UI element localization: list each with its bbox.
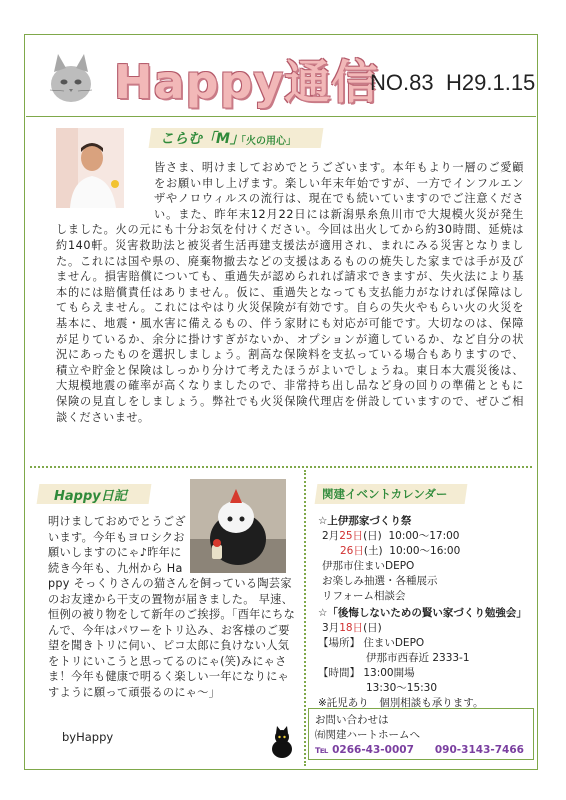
section-divider [30,466,532,468]
event-1-place: 伊那市住まいDEPO [322,560,415,572]
event-1-note-2: リフォーム相談会 [322,590,406,602]
issue-date: H29.1.15 [446,70,536,95]
event-2 [318,606,527,711]
event-2-address: 伊那市西春近 2333-1 [366,652,470,664]
column-title: こらむ「M」 [160,131,244,147]
black-cat-icon [268,726,296,758]
column-subtitle: 「火の用心」 [236,136,296,147]
column-body [56,160,524,460]
contact-phone[interactable]: ℡ 0266-43-0007 090-3143-7466 [315,744,524,756]
diary-title: Happy日記 [54,489,127,504]
event-1-date-2: 26日(土) 10:00～16:00 [340,545,461,557]
diary-signature: byHappy [62,730,114,744]
diary-body-text: 明けましておめでとうございます。今年もヨロシクお願いしますのにゃ♪昨年に続き今年も、九州から Happy そっくりさんの猫さんを飼っている陶芸家のお友達から干支の置物が届きました。 早速、恒例の被り物をして新年のご挨拶。「酉年にちなんで、今年はパワーをトリ込み、お客様のご要望を聞きトリに伺い、ピコ太郎に負けない人気をトリにいこうと思ってるのにゃ(笑)みにゃさま！今年も健康で明るく楽しい一年になりにゃすように願って頑張るのにゃ～」 [48,515,296,699]
cat-logo-icon [42,50,100,108]
newsletter-title: Happy通信 [114,55,379,109]
header-divider [26,116,536,117]
issue-number: NO.83 [370,70,434,95]
event-2-note: ※託児あり 個別相談も承ります。 [318,697,484,709]
event-1-note-1: お楽しみ抽選・各種展示 [322,575,438,587]
event-1-name: ☆上伊那家づくり祭 [318,515,412,527]
contact-box [308,708,534,760]
event-2-time-2: 13:30～15:30 [366,682,438,694]
column-body-text: 皆さま、明けましておめでとうございます。本年もより一層のご愛顧をお願い申し上げます。楽しい年末年始ですが、一方でインフルエンザやノロウィルスの流行は、現在でも続いていますのでご注意ください。また、昨年末12月22日には新潟県糸魚川市で大規模火災が発生しました。火の元にも十分お気を付けください。今回は出火してから約30時間、延焼は約140軒。災害救助法と被災者生活再建支援法が適用され、まれにみる災害となりました。これには国や県の、廃棄物撤去などの支援はあるものの焼失した家までは手が及びません。損害賠償についても、重過失が認められれば請求できますが、失火法により基本的には賠償責任はありません。仮に、重過失となっても支払能力がなければ保障はしてもらえません。これにはやはり火災保険が有効です。自らの失火やもらい火の火災を基本に、地震・風水害に備えるもの、伴う家財にも対応が可能です。大切なのは、保障が足りているか、余分に掛けすぎがないか、オプションが適しているか、など自分の状況にあったものを選択しましょう。割高な保険料を支払っている場合もありますので、積立や貯金と保険はしっかり分けて考えたほうがよいでしょうね。東日本大震災後は、大規模地震の確率が高くなりましたので、非常持ち出し品など身の回りの準備とともに保険の見直しをしましょう。弊社でも火災保険代理店を併設していますので、ぜひご相談くださいませ。 [56,161,524,424]
newsletter-header [28,40,536,118]
contact-company: ㈲関建ハートホームへ [315,729,420,741]
event-2-name: ☆「後悔しないための賢い家づくり勉強会」 [318,607,527,619]
event-2-place: 【場所】 住まいDEPO [318,637,425,649]
event-calendar-title: 関建イベントカレンダー [322,487,448,501]
event-2-date: 3月18日(日) [322,622,382,634]
photo-spacer [188,514,296,572]
column-divider [304,470,306,766]
event-1-date-1: 2月25日(日) 10:00～17:00 [322,530,460,542]
portrait-spacer [56,160,154,212]
event-2-time: 【時間】 13:00開場 [318,667,415,679]
contact-label: お問い合わせは [315,714,389,726]
event-1 [318,514,460,604]
diary-body [48,514,296,750]
